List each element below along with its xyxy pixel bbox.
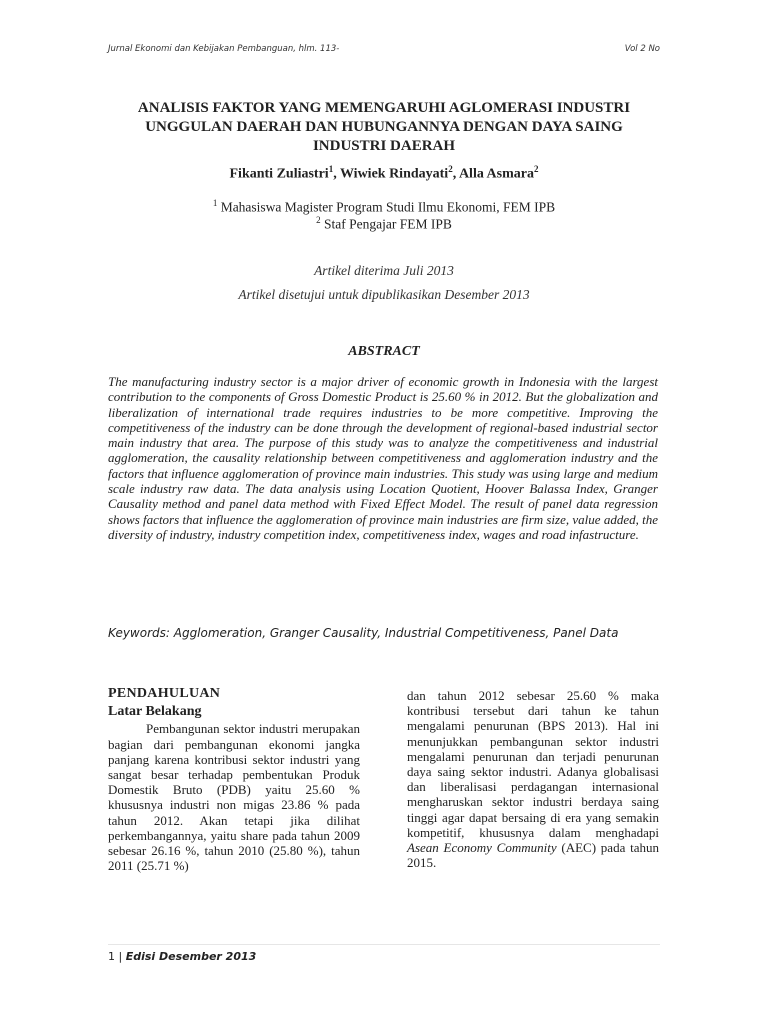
subsection-heading: Latar Belakang	[108, 704, 202, 720]
author-affiliation-mark: 2	[534, 164, 539, 174]
received-date: Artikel diterima Juli 2013	[314, 263, 454, 278]
section-heading: PENDAHULUAN	[108, 686, 221, 701]
affiliation-mark: 2	[316, 215, 321, 225]
left-column	[108, 686, 360, 873]
right-column	[407, 688, 659, 870]
affiliation-text: Staf Pengajar FEM IPB	[320, 216, 452, 232]
keywords: Keywords: Agglomeration, Granger Causality, Industrial Competitiveness, Panel Data	[108, 626, 619, 640]
italic-term: Asean Economy Community	[407, 840, 557, 856]
footer-divider	[108, 944, 660, 945]
body-paragraph	[407, 688, 659, 870]
paragraph-text: (AEC) pada tahun 2015.	[407, 840, 659, 871]
accepted-date: Artikel disetujui untuk dipublikasikan Desember 2013	[238, 287, 530, 302]
abstract-body: The manufacturing industry sector is a major driver of economic growth in Indonesia with the largest contribution to the components of Gross Domestic Product is 25.60 % in 2012. But the globalization and liberalization of international trade requires industries to be more competitive. Improving the competitiveness of the industry can be done through the development of regional-based industrial sector main industry that area. The purpose of this study was to analyze the competitiveness and industrial agglomeration, the causality relationship between competitiveness and agglomeration industry and the factors that influence agglomeration of province main industries. This study was using large and medium scale industry raw data. The data analysis using Location Quotient, Hoover Balassa Index, Granger Causality method and panel data method with Fixed Effect Model. The result of panel data regression shows factors that influence the agglomeration of province main industries are firm size, value added, the diversity of industry, industry competition index, competitiveness index, wages and road infastructure.	[108, 374, 658, 542]
affiliation-mark: 1	[212, 198, 218, 208]
author-name: Alla Asmara	[458, 166, 534, 182]
page-footer	[108, 950, 256, 963]
journal-citation: Jurnal Ekonomi dan Kebijakan Pembanguan, hlm. 113-	[108, 44, 340, 54]
author-affiliation-mark: 2	[448, 164, 453, 174]
title-line-2: UNGGULAN DAERAH DAN HUBUNGANNYA DENGAN DAYA SAING	[145, 119, 623, 135]
affiliation-text: Mahasiswa Magister Program Studi Ilmu Ekonomi, FEM IPB	[217, 199, 556, 215]
author-separator: ,	[333, 166, 340, 182]
author-name: Fikanti Zuliastri	[229, 166, 329, 182]
volume-number: Vol 2 No	[624, 44, 660, 54]
author-name: Wiwiek Rindayati	[339, 166, 449, 182]
author-list	[100, 164, 668, 183]
author-separator: ,	[452, 166, 459, 182]
title-line-3: INDUSTRI DAERAH	[312, 138, 456, 154]
body-paragraph: Pembangunan sektor industri merupakan bagian dari pembangunan ekonomi jangka panjang karena kontribusi sektor industri yang sangat besar terhadap pembentukan Produk Domestik Bruto (PDB) yaitu 25.60 % khususnya industri non migas 23.86 % pada tahun 2012. Akan tetapi jika dilihat perkembangannya, yaitu share pada tahun 2009 sebesar 26.16 %, tahun 2010 (25.80 %), tahun 2011 (25.71 %)	[108, 721, 360, 874]
page-number: 1 |	[108, 950, 126, 963]
author-affiliation-mark: 1	[328, 164, 334, 174]
affiliation-2	[100, 212, 668, 233]
paragraph-text: dan tahun 2012 sebesar 25.60 % maka kontribusi tersebut dari tahun ke tahun mengalami penurunan (BPS 2013). Hal ini menunjukkan pembangunan sektor industri mengalami penurunan dan terjadi penurunan daya saing sektor industri. Adanya globalisasi dan liberalisasi perdagangan internasional mengharuskan sektor industri berdaya saing tinggi agar dapat bersaing di era yang semakin kompetitif, khususnya dalam menghadapi	[407, 688, 659, 840]
edition-label: Edisi Desember 2013	[125, 950, 257, 963]
abstract-heading: ABSTRACT	[348, 344, 420, 359]
paper-title	[100, 99, 668, 156]
title-line-1: ANALISIS FAKTOR YANG MEMENGARUHI AGLOMERASI INDUSTRI	[137, 100, 631, 116]
